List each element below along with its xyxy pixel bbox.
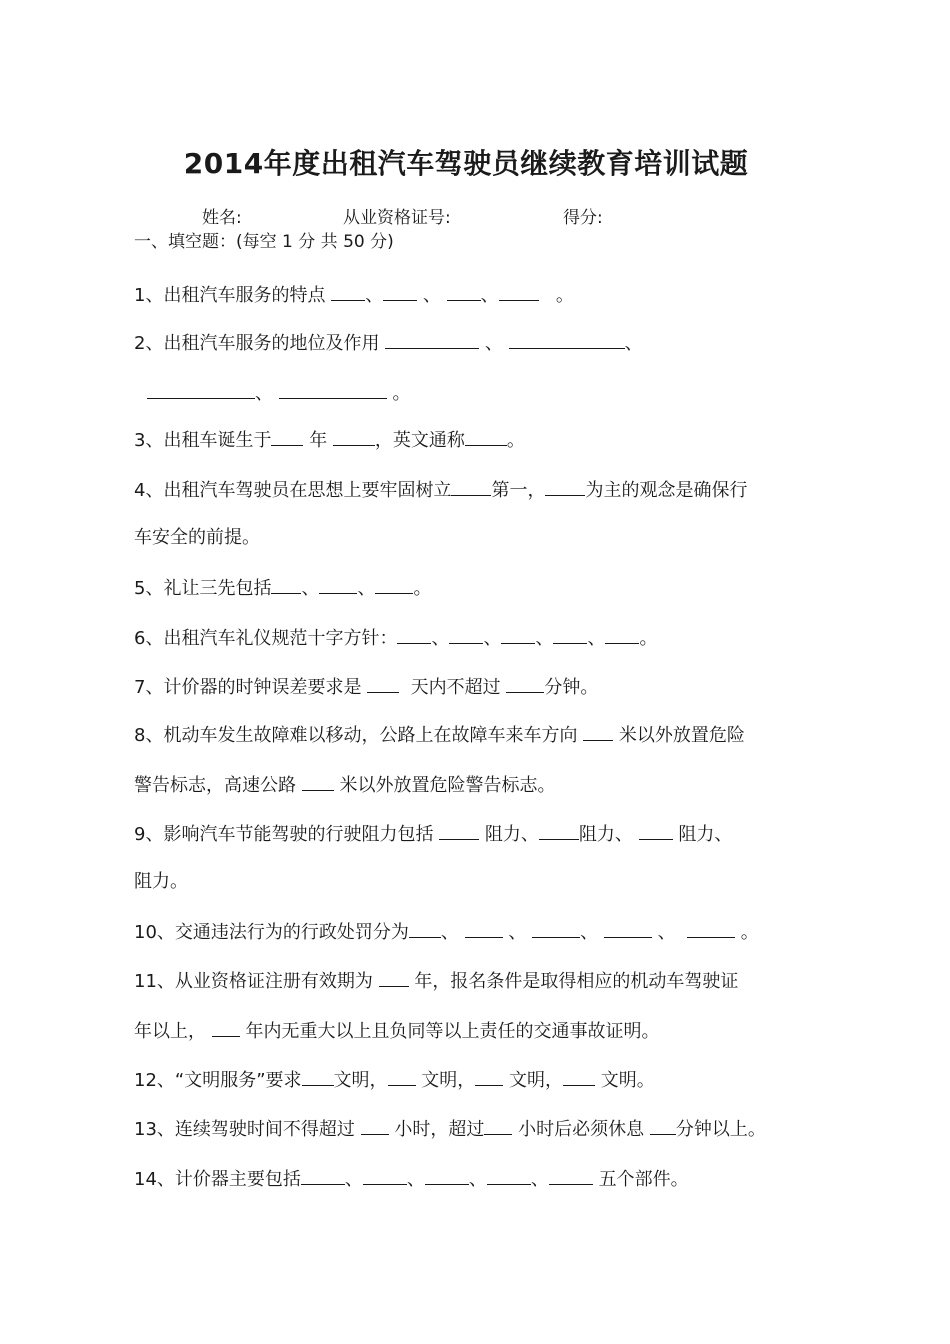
answer-blank[interactable] xyxy=(449,626,483,644)
answer-blank[interactable] xyxy=(361,1117,389,1135)
answer-blank[interactable] xyxy=(279,381,387,399)
answer-blank[interactable] xyxy=(639,822,673,840)
answer-blank[interactable] xyxy=(271,576,301,594)
question-12: 12、“文明服务”要求 文明， 文明， 文明， 文明。 xyxy=(134,1070,655,1091)
answer-blank[interactable] xyxy=(509,331,625,349)
answer-blank[interactable] xyxy=(532,920,580,938)
answer-blank[interactable] xyxy=(447,283,481,301)
answer-blank[interactable] xyxy=(539,822,579,840)
answer-blank[interactable] xyxy=(409,920,441,938)
question-4: 4、出租汽车驾驶员在思想上要牢固树立 第一， 为主的观念是确保行 xyxy=(134,480,748,501)
answer-blank[interactable] xyxy=(545,478,585,496)
question-6: 6、出租汽车礼仪规范十字方针： 、 、 、 、 。 xyxy=(134,628,658,649)
answer-blank[interactable] xyxy=(379,969,409,987)
answer-blank[interactable] xyxy=(439,822,479,840)
question-5: 5、礼让三先包括 、 、 。 xyxy=(134,578,432,599)
answer-blank[interactable] xyxy=(212,1019,240,1037)
answer-blank[interactable] xyxy=(333,428,375,446)
answer-blank[interactable] xyxy=(385,331,479,349)
question-9-continued: 阻力。 xyxy=(134,871,188,892)
answer-blank[interactable] xyxy=(319,576,357,594)
answer-blank[interactable] xyxy=(397,626,431,644)
answer-blank[interactable] xyxy=(549,1167,593,1185)
question-2-continued: 、 。 xyxy=(147,381,410,405)
page-title: 2014年度出租汽车驾驶员继续教育培训试题 xyxy=(183,147,749,180)
question-9: 9、影响汽车节能驾驶的行驶阻力包括 阻力、 阻力、 阻力、 xyxy=(134,824,733,845)
question-3: 3、出租车诞生于 年 ，英文通称 。 xyxy=(134,430,525,451)
score-label: 得分: xyxy=(563,208,603,228)
answer-blank[interactable] xyxy=(271,428,303,446)
answer-blank[interactable] xyxy=(475,1068,503,1086)
answer-blank[interactable] xyxy=(425,1167,469,1185)
answer-blank[interactable] xyxy=(499,283,539,301)
answer-blank[interactable] xyxy=(553,626,587,644)
answer-blank[interactable] xyxy=(484,1117,512,1135)
question-13: 13、连续驾驶时间不得超过 小时，超过 小时后必须休息 分钟以上。 xyxy=(134,1119,766,1140)
answer-blank[interactable] xyxy=(451,478,491,496)
question-1: 1、出租汽车服务的特点 、 、 、 。 xyxy=(134,285,574,306)
question-7: 7、计价器的时钟误差要求是 天内不超过 分钟。 xyxy=(134,677,599,698)
answer-blank[interactable] xyxy=(367,675,399,693)
answer-blank[interactable] xyxy=(605,626,639,644)
question-8-continued: 警告标志，高速公路 米以外放置危险警告标志。 xyxy=(134,775,556,796)
answer-blank[interactable] xyxy=(465,920,503,938)
answer-blank[interactable] xyxy=(465,428,507,446)
answer-blank[interactable] xyxy=(563,1068,595,1086)
answer-blank[interactable] xyxy=(506,675,544,693)
answer-blank[interactable] xyxy=(302,773,334,791)
answer-blank[interactable] xyxy=(147,381,255,399)
answer-blank[interactable] xyxy=(604,920,652,938)
section-heading: 一、填空题：(每空 1 分 共 50 分) xyxy=(134,232,394,252)
question-4-continued: 车安全的前提。 xyxy=(134,527,260,548)
cert-number-label: 从业资格证号: xyxy=(343,208,451,228)
answer-blank[interactable] xyxy=(487,1167,531,1185)
name-label: 姓名: xyxy=(202,208,242,228)
answer-blank[interactable] xyxy=(301,1167,345,1185)
answer-blank[interactable] xyxy=(687,920,735,938)
answer-blank[interactable] xyxy=(375,576,413,594)
answer-blank[interactable] xyxy=(650,1117,676,1135)
answer-blank[interactable] xyxy=(363,1167,407,1185)
answer-blank[interactable] xyxy=(501,626,535,644)
question-11-continued: 年以上， 年内无重大以上且负同等以上责任的交通事故证明。 xyxy=(134,1021,660,1042)
question-2: 2、出租汽车服务的地位及作用 、 、 xyxy=(134,333,643,354)
answer-blank[interactable] xyxy=(388,1068,416,1086)
answer-blank[interactable] xyxy=(583,723,613,741)
question-11: 11、从业资格证注册有效期为 年，报名条件是取得相应的机动车驾驶证 xyxy=(134,971,739,992)
question-10: 10、交通违法行为的行政处罚分为 、 、 、 、 。 xyxy=(134,922,759,943)
question-8: 8、机动车发生故障难以移动，公路上在故障车来车方向 米以外放置危险 xyxy=(134,725,745,746)
answer-blank[interactable] xyxy=(331,283,365,301)
question-14: 14、计价器主要包括 、 、 、 、 五个部件。 xyxy=(134,1169,689,1190)
answer-blank[interactable] xyxy=(383,283,417,301)
answer-blank[interactable] xyxy=(302,1068,334,1086)
